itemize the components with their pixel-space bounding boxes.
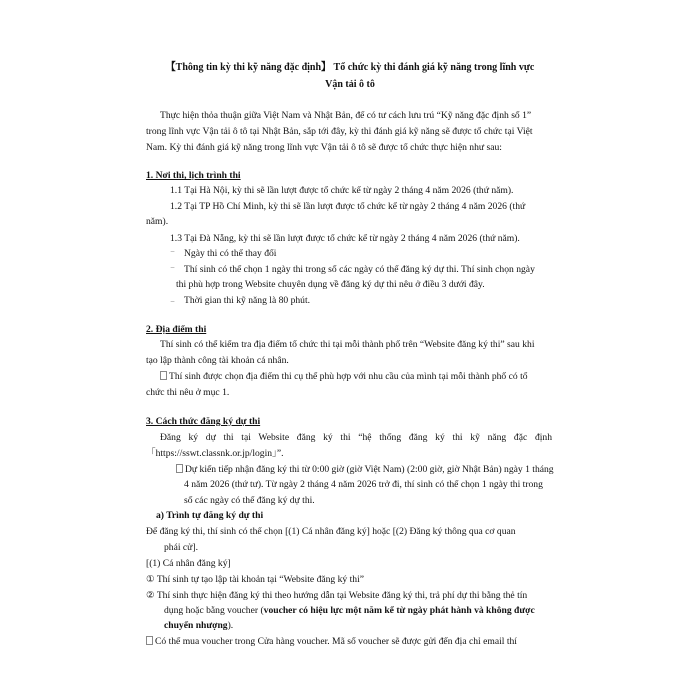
schedule-item: 1.1 Tại Hà Nội, kỳ thi sẽ lần lượt được tổ chức kể từ ngày 2 tháng 4 năm 2026 (thứ năm). bbox=[170, 185, 514, 196]
section-3-heading: 3. Cách thức đăng ký dự thi bbox=[146, 416, 261, 427]
procedure-line: [(1) Cá nhân đăng ký] bbox=[146, 558, 231, 569]
dash-bullet-icon: ₋ bbox=[170, 295, 176, 306]
procedure-line: phái cử]. bbox=[164, 542, 198, 553]
document-title-line-1 bbox=[140, 60, 560, 75]
schedule-item: 1.3 Tại Đà Nẵng, kỳ thi sẽ lần lượt được tổ chức kể từ ngày 2 tháng 4 năm 2026 (thứ năm). bbox=[170, 233, 520, 244]
location-line: tạo lập thành công tài khoản cá nhân. bbox=[146, 355, 289, 366]
location-line: Thí sinh được chọn địa điểm thi cụ thể phù hợp với nhu cầu của mình tại mỗi thành phố có tổ bbox=[160, 369, 528, 384]
location-line: Thí sinh có thể kiểm tra địa điểm tổ chức thi tại mỗi thành phố trên “Website đăng ký thi” sau khi bbox=[160, 339, 535, 350]
title-bold-part: 【Thông tin kỳ thi kỹ năng đặc định】 bbox=[165, 62, 332, 73]
note-item: ⁻ Ngày thi có thể thay đổi bbox=[170, 248, 277, 259]
note-item: ⁻ Thí sinh có thể chọn 1 ngày thi trong số các ngày có thể đăng ký dự thi. Thí sinh chọn ngày bbox=[170, 264, 535, 275]
dash-bullet-icon: ⁻ bbox=[170, 264, 176, 275]
box-bullet-icon bbox=[146, 636, 153, 645]
step-2-continued: chuyển nhượng). bbox=[164, 620, 234, 631]
registration-url-line: 「https://sswt.classnk.or.jp/login」”. bbox=[146, 448, 284, 459]
intro-line: trong lĩnh vực Vận tải ô tô tại Nhật Bản, sắp tới đây, kỳ thi đánh giá kỹ năng sẽ được tổ chức tại Việt bbox=[146, 126, 533, 137]
box-bullet-icon bbox=[160, 371, 167, 380]
document-title-line-2: Vận tải ô tô bbox=[325, 79, 375, 90]
section-1-heading: 1. Nơi thi, lịch trình thi bbox=[146, 170, 241, 181]
step-2-continued: dụng hoặc bằng voucher (voucher có hiệu lực một năm kể từ ngày phát hành và không được bbox=[164, 605, 535, 616]
step-2: ② Thí sinh thực hiện đăng ký thi theo hướng dẫn tại Website đăng ký thi, trả phí dự thi bằng thẻ tín bbox=[146, 590, 528, 601]
schedule-item: năm). bbox=[146, 216, 169, 227]
registration-line: số các ngày có thể đăng ký dự thi. bbox=[184, 495, 315, 506]
voucher-line: Có thể mua voucher trong Cửa hàng voucher. Mã số voucher sẽ được gửi đến địa chỉ email thí bbox=[146, 634, 517, 649]
registration-line: Dự kiến tiếp nhận đăng ký thi từ 0:00 giờ (giờ Việt Nam) (2:00 giờ, giờ Nhật Bản) ngày 1 tháng bbox=[176, 462, 554, 477]
box-bullet-icon bbox=[176, 464, 183, 473]
step-1: ① Thí sinh tự tạo lập tài khoản tại “Website đăng ký thi” bbox=[146, 574, 365, 585]
intro-line: Thực hiện thỏa thuận giữa Việt Nam và Nhật Bản, để có tư cách lưu trú “Kỹ năng đặc định số 1” bbox=[160, 110, 532, 121]
registration-line: 4 năm 2026 (thứ tư). Từ ngày 2 tháng 4 năm 2026 trở đi, thí sinh có thể chọn 1 ngày thi trong bbox=[184, 479, 543, 490]
note-item: ₋ Thời gian thi kỹ năng là 80 phút. bbox=[170, 295, 311, 306]
location-line: chức thi nêu ở mục 1. bbox=[146, 387, 230, 398]
schedule-item: 1.2 Tại TP Hồ Chí Minh, kỳ thi sẽ lần lượt được tổ chức kể từ ngày 2 tháng 4 năm 2026 (thứ bbox=[170, 201, 526, 212]
intro-line: Nam. Kỳ thi đánh giá kỹ năng trong lĩnh vực Vận tải ô tô sẽ được tổ chức thực hiện như sau: bbox=[146, 142, 502, 153]
note-item-continued: thi phù hợp trong Website chuyên dụng về đăng ký dự thi nêu ở điều 3 dưới đây. bbox=[176, 279, 485, 290]
dash-bullet-icon: ⁻ bbox=[170, 248, 176, 259]
section-2-heading: 2. Địa điểm thi bbox=[146, 324, 207, 335]
title-rest-part: Tổ chức kỳ thi đánh giá kỹ năng trong lĩnh vực bbox=[331, 62, 535, 73]
registration-line: Đăng ký dự thi tại Website đăng ký thi “hệ thống đăng ký thi kỹ năng đặc định bbox=[160, 432, 552, 443]
subsection-a-heading: a) Trình tự đăng ký dự thi bbox=[156, 510, 264, 521]
procedure-line: Để đăng ký thi, thí sinh có thể chọn [(1) Cá nhân đăng ký] hoặc [(2) Đăng ký thông qua cơ quan bbox=[146, 526, 516, 537]
